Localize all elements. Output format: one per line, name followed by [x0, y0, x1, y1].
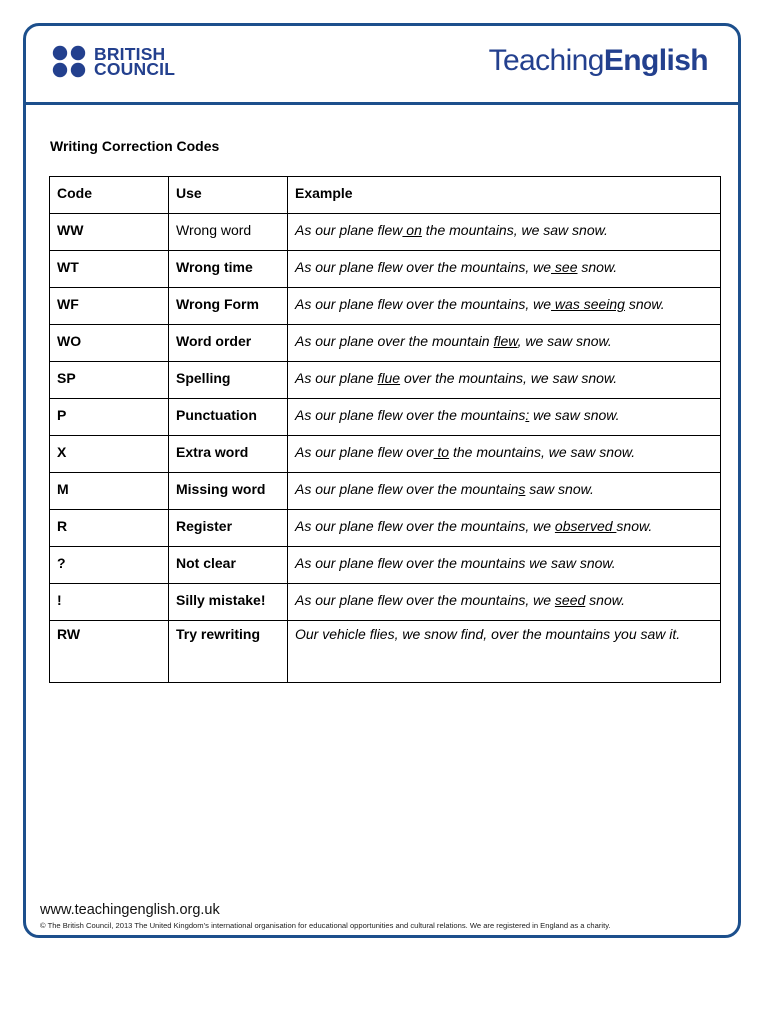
- table-row: [50, 288, 721, 325]
- example-cell: [288, 510, 721, 547]
- example-text: As our plane flew over: [295, 444, 434, 460]
- example-error-mark: to: [433, 444, 450, 460]
- example-text-rest: snow.: [585, 592, 625, 608]
- table-row: [50, 214, 721, 251]
- example-cell: [288, 362, 721, 399]
- example-text-rest: saw snow.: [525, 481, 594, 497]
- example-error-mark: observed: [554, 518, 617, 534]
- british-council-logo: [52, 45, 175, 79]
- use-cell: Register: [169, 510, 288, 547]
- use-cell: Missing word: [169, 473, 288, 510]
- te-logo-light: Teaching: [488, 44, 604, 77]
- example-text: As our plane flew over the mountains, we: [295, 518, 555, 534]
- use-cell: Wrong time: [169, 251, 288, 288]
- example-cell: [288, 473, 721, 510]
- example-text: As our plane flew over the mountains we saw snow.: [295, 555, 616, 571]
- example-cell: [288, 399, 721, 436]
- use-cell: Extra word: [169, 436, 288, 473]
- british-council-wordmark: [94, 43, 176, 79]
- example-cell: [288, 621, 721, 683]
- use-cell: Try rewriting: [169, 621, 288, 683]
- header-example: Example: [288, 177, 721, 214]
- bc-line-1: BRITISH: [94, 43, 166, 64]
- header: [26, 26, 738, 105]
- example-text-rest: snow.: [624, 296, 665, 312]
- example-error-mark: flew: [493, 333, 518, 349]
- table-row: [50, 251, 721, 288]
- table-row: [50, 510, 721, 547]
- example-text: Our vehicle flies, we snow find, over the mountains you saw it.: [295, 626, 681, 642]
- use-cell: Silly mistake!: [169, 584, 288, 621]
- code-cell: R: [50, 510, 169, 547]
- example-text-rest: , we saw snow.: [517, 333, 612, 349]
- british-council-dots-icon: [52, 45, 88, 79]
- example-text: As our plane flew: [295, 222, 403, 238]
- table-row: [50, 399, 721, 436]
- table-row: [50, 436, 721, 473]
- table-row: [50, 473, 721, 510]
- example-error-mark: s: [518, 481, 526, 497]
- code-cell: !: [50, 584, 169, 621]
- example-text: As our plane flew over the mountains, we: [295, 296, 552, 312]
- example-error-mark: flue: [377, 370, 401, 386]
- example-text-rest: we saw snow.: [529, 407, 620, 423]
- header-code: Code: [50, 177, 169, 214]
- use-cell: Spelling: [169, 362, 288, 399]
- example-error-mark: :: [525, 407, 530, 423]
- example-text-rest: the mountains, we saw snow.: [449, 444, 636, 460]
- example-cell: [288, 251, 721, 288]
- example-text-rest: over the mountains, we saw snow.: [400, 370, 618, 386]
- code-cell: WO: [50, 325, 169, 362]
- table-row: [50, 362, 721, 399]
- example-cell: [288, 288, 721, 325]
- use-cell: Wrong word: [169, 214, 288, 251]
- example-text: As our plane flew over the mountains, we: [295, 259, 552, 275]
- table-row: [50, 325, 721, 362]
- code-cell: RW: [50, 621, 169, 683]
- code-cell: WW: [50, 214, 169, 251]
- footer-url: www.teachingenglish.org.uk: [40, 902, 220, 918]
- example-text: As our plane flew over the mountain: [295, 481, 519, 497]
- example-text: As our plane: [295, 370, 378, 386]
- example-cell: [288, 436, 721, 473]
- use-cell: Punctuation: [169, 399, 288, 436]
- example-text: As our plane over the mountain: [295, 333, 494, 349]
- example-text: As our plane flew over the mountains, we: [295, 592, 555, 608]
- table-header-row: [50, 177, 721, 214]
- header-use: Use: [169, 177, 288, 214]
- example-error-mark: seed: [554, 592, 586, 608]
- code-cell: ?: [50, 547, 169, 584]
- footer-note: © The British Council, 2013 The United Kingdom’s international organisation for educational opportunities and cultural relations. We are registered in England as a charity.: [40, 921, 611, 930]
- use-cell: Word order: [169, 325, 288, 362]
- document-title: Writing Correction Codes: [50, 138, 220, 154]
- table-row: [50, 584, 721, 621]
- example-text-rest: the mountains, we saw snow.: [421, 222, 608, 238]
- example-text: As our plane flew over the mountains: [295, 407, 526, 423]
- code-cell: P: [50, 399, 169, 436]
- use-cell: Not clear: [169, 547, 288, 584]
- code-cell: X: [50, 436, 169, 473]
- example-cell: [288, 584, 721, 621]
- example-text-rest: snow.: [616, 518, 653, 534]
- code-cell: M: [50, 473, 169, 510]
- example-error-mark: see: [551, 259, 578, 275]
- table-row: [50, 547, 721, 584]
- code-cell: WF: [50, 288, 169, 325]
- teaching-english-logo: [489, 44, 708, 78]
- example-error-mark: was seeing: [551, 296, 625, 312]
- code-cell: SP: [50, 362, 169, 399]
- code-cell: WT: [50, 251, 169, 288]
- correction-codes-table: [49, 176, 721, 683]
- bc-line-2: COUNCIL: [94, 59, 176, 79]
- example-cell: [288, 325, 721, 362]
- te-logo-bold: English: [603, 44, 708, 77]
- example-error-mark: on: [402, 222, 422, 238]
- example-cell: [288, 547, 721, 584]
- example-text-rest: snow.: [577, 259, 618, 275]
- use-cell: Wrong Form: [169, 288, 288, 325]
- table-row: [50, 621, 721, 683]
- example-cell: [288, 214, 721, 251]
